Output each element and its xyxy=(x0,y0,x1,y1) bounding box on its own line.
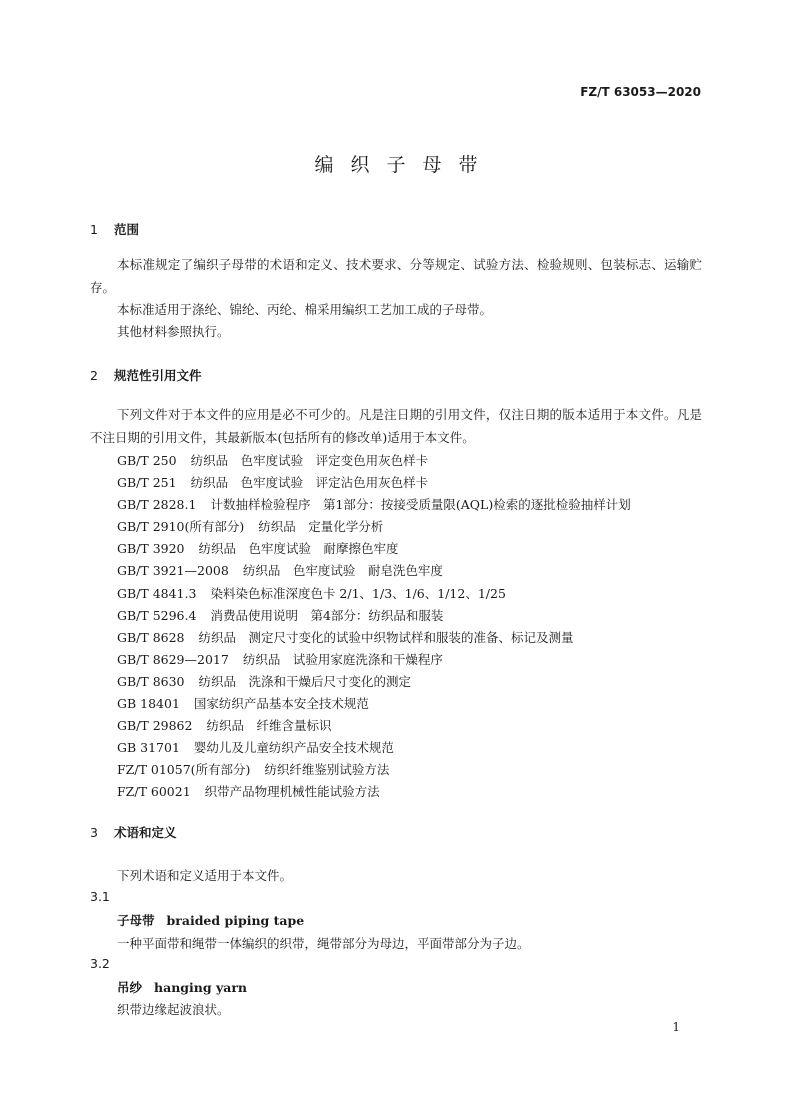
reference-title: 婴幼儿及儿童纺织产品安全技术规范 xyxy=(193,740,394,756)
reference-item xyxy=(117,671,631,693)
reference-code: GB/T 8629—2017 xyxy=(117,651,229,667)
reference-item xyxy=(117,737,631,759)
standard-code: FZ/T 63053—2020 xyxy=(580,85,701,99)
reference-title: 计数抽样检验程序 第1部分：按接受质量限(AQL)检索的逐批检验抽样计划 xyxy=(210,497,631,513)
reference-title: 织带产品物理机械性能试验方法 xyxy=(204,784,380,800)
term-number: 3.1 xyxy=(90,889,110,904)
reference-item xyxy=(117,605,631,627)
reference-item xyxy=(117,494,631,516)
term-chinese: 子母带 xyxy=(117,913,155,928)
term-number: 3.2 xyxy=(90,956,110,971)
section-3-heading xyxy=(90,823,177,841)
reference-item xyxy=(117,781,631,803)
reference-title: 纺织纤维鉴别试验方法 xyxy=(264,762,390,778)
reference-code: GB/T 2910(所有部分) xyxy=(117,519,245,535)
section-2-heading xyxy=(90,366,202,384)
reference-title: 染料染色标准深度色卡 2/1、1/3、1/6、1/12、1/25 xyxy=(210,585,506,601)
reference-code: GB/T 29862 xyxy=(117,718,193,734)
reference-code: GB 18401 xyxy=(117,696,180,712)
section-3-intro: 下列术语和定义适用于本文件。 xyxy=(117,868,293,883)
reference-item xyxy=(117,627,631,649)
reference-item xyxy=(117,560,631,582)
page-number: 1 xyxy=(672,1020,680,1034)
reference-code: FZ/T 01057(所有部分) xyxy=(117,762,251,778)
reference-list xyxy=(117,450,631,804)
section-1-paragraph-3: 其他材料参照执行。 xyxy=(117,324,230,339)
reference-title: 国家纺织产品基本安全技术规范 xyxy=(193,696,369,712)
reference-code: FZ/T 60021 xyxy=(117,784,191,800)
term-definition: 一种平面带和绳带一体编织的织带，绳带部分为母边，平面带部分为子边。 xyxy=(117,936,530,951)
reference-item xyxy=(117,583,631,605)
reference-title: 纺织品 色牢度试验 耐摩擦色牢度 xyxy=(198,541,399,557)
reference-item xyxy=(117,538,631,560)
reference-code: GB/T 8628 xyxy=(117,629,185,645)
reference-item xyxy=(117,649,631,671)
section-2-intro: 下列文件对于本文件的应用是必不可少的。凡是注日期的引用文件，仅注日期的版本适用于本文件。凡是不注日期的引用文件，其最新版本(包括所有的修改单)适用于本文件。 xyxy=(90,407,702,445)
section-3-title: 术语和定义 xyxy=(113,825,177,840)
reference-item xyxy=(117,759,631,781)
section-1-number: 1 xyxy=(90,222,98,237)
reference-title: 纺织品 定量化学分析 xyxy=(258,519,384,535)
reference-title: 纺织品 色牢度试验 耐皂洗色牢度 xyxy=(242,563,443,579)
term-chinese: 吊纱 xyxy=(117,980,143,995)
reference-code: GB 31701 xyxy=(117,740,180,756)
reference-code: GB/T 4841.3 xyxy=(117,585,197,601)
reference-item xyxy=(117,516,631,538)
reference-title: 纺织品 测定尺寸变化的试验中织物试样和服装的准备、标记及测量 xyxy=(198,629,574,645)
reference-title: 纺织品 色牢度试验 评定变色用灰色样卡 xyxy=(190,453,429,468)
section-1-title: 范围 xyxy=(113,222,139,237)
reference-title: 纺织品 纤维含量标识 xyxy=(206,718,332,734)
reference-item xyxy=(117,450,631,472)
section-2-title: 规范性引用文件 xyxy=(113,368,202,383)
section-3-number: 3 xyxy=(90,825,98,840)
reference-code: GB/T 5296.4 xyxy=(117,607,197,623)
reference-code: GB/T 3920 xyxy=(117,541,185,557)
term-english: braided piping tape xyxy=(166,913,305,928)
reference-item xyxy=(117,472,631,494)
reference-code: GB/T 250 xyxy=(117,453,177,468)
term-heading xyxy=(117,978,247,996)
term-heading xyxy=(117,911,304,929)
document-title: 编织子母带 xyxy=(314,154,495,176)
section-2-number: 2 xyxy=(90,368,98,383)
reference-code: GB/T 3921—2008 xyxy=(117,563,229,579)
reference-item xyxy=(117,693,631,715)
section-1-paragraph-2: 本标准适用于涤纶、锦纶、丙纶、棉采用编织工艺加工成的子母带。 xyxy=(117,302,493,317)
reference-item xyxy=(117,715,631,737)
section-1-paragraph-1: 本标准规定了编织子母带的术语和定义、技术要求、分等规定、试验方法、检验规则、包装标志、运输贮存。 xyxy=(90,257,702,295)
reference-code: GB/T 2828.1 xyxy=(117,497,197,513)
reference-code: GB/T 251 xyxy=(117,475,177,491)
term-definition: 织带边缘起波浪状。 xyxy=(117,1002,230,1017)
reference-title: 消费品使用说明 第4部分：纺织品和服装 xyxy=(210,607,444,623)
term-english: hanging yarn xyxy=(154,980,247,995)
reference-title: 纺织品 试验用家庭洗涤和干燥程序 xyxy=(242,651,443,667)
reference-title: 纺织品 洗涤和干燥后尺寸变化的测定 xyxy=(198,673,412,689)
section-1-heading xyxy=(90,220,139,238)
reference-code: GB/T 8630 xyxy=(117,673,185,689)
reference-title: 纺织品 色牢度试验 评定沾色用灰色样卡 xyxy=(190,475,429,491)
